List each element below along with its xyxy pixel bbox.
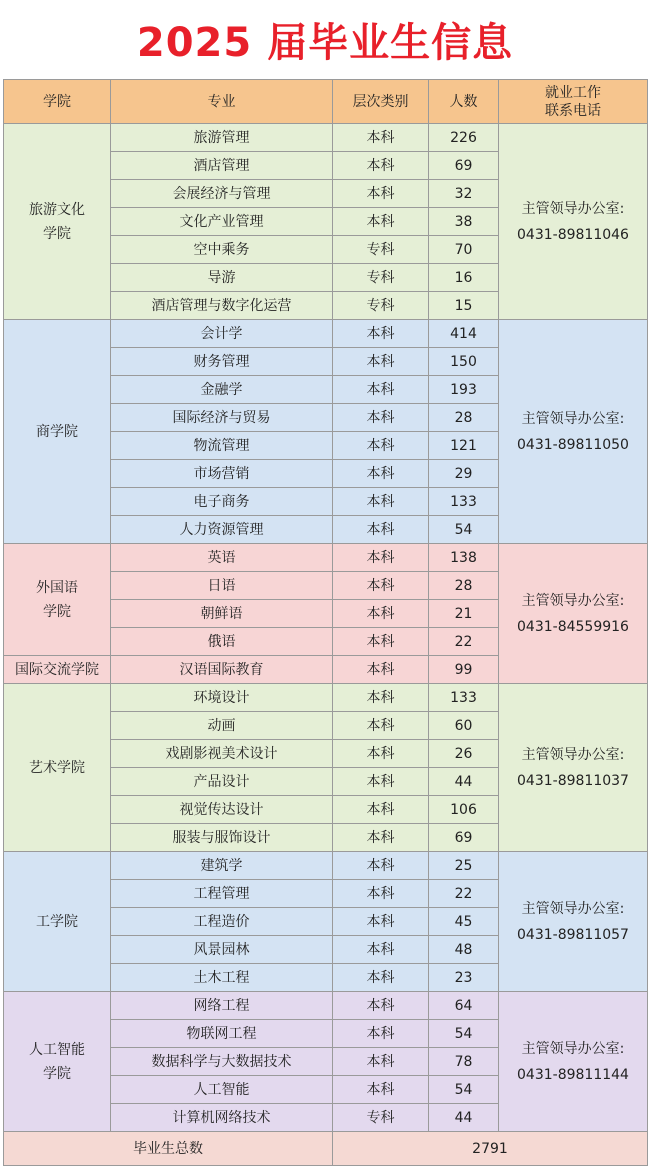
major-cell: 建筑学 [111,852,333,880]
level-cell: 本科 [333,348,429,376]
major-cell: 数据科学与大数据技术 [111,1048,333,1076]
major-cell: 金融学 [111,376,333,404]
count-cell: 21 [429,600,499,628]
level-cell: 本科 [333,712,429,740]
college-cell: 国际交流学院 [4,656,111,684]
count-cell: 54 [429,1020,499,1048]
level-cell: 专科 [333,1104,429,1132]
contact-cell: 主管领导办公室: 0431-89811046 [499,124,648,320]
contact-cell: 主管领导办公室: 0431-89811057 [499,852,648,992]
count-cell: 78 [429,1048,499,1076]
level-cell: 本科 [333,208,429,236]
major-cell: 酒店管理 [111,152,333,180]
table-row [4,684,648,712]
table-row [4,992,648,1020]
count-cell: 106 [429,796,499,824]
major-cell: 服装与服饰设计 [111,824,333,852]
count-cell: 226 [429,124,499,152]
level-cell: 本科 [333,796,429,824]
major-cell: 产品设计 [111,768,333,796]
count-cell: 28 [429,572,499,600]
college-cell: 外国语 学院 [4,544,111,656]
major-cell: 环境设计 [111,684,333,712]
count-cell: 60 [429,712,499,740]
major-cell: 视觉传达设计 [111,796,333,824]
major-cell: 人工智能 [111,1076,333,1104]
count-cell: 69 [429,824,499,852]
count-cell: 64 [429,992,499,1020]
page-title: 2025 届毕业生信息 [136,19,514,66]
major-cell: 网络工程 [111,992,333,1020]
count-cell: 44 [429,768,499,796]
level-cell: 本科 [333,152,429,180]
count-cell: 22 [429,880,499,908]
level-cell: 本科 [333,964,429,992]
contact-cell: 主管领导办公室: 0431-84559916 [499,544,648,684]
header-major: 专业 [111,80,333,124]
level-cell: 本科 [333,516,429,544]
level-cell: 本科 [333,936,429,964]
major-cell: 动画 [111,712,333,740]
major-cell: 旅游管理 [111,124,333,152]
count-cell: 28 [429,404,499,432]
major-cell: 俄语 [111,628,333,656]
contact-cell: 主管领导办公室: 0431-89811144 [499,992,648,1132]
level-cell: 本科 [333,320,429,348]
count-cell: 414 [429,320,499,348]
count-cell: 32 [429,180,499,208]
count-cell: 193 [429,376,499,404]
count-cell: 22 [429,628,499,656]
level-cell: 本科 [333,656,429,684]
contact-cell: 主管领导办公室: 0431-89811050 [499,320,648,544]
level-cell: 本科 [333,880,429,908]
count-cell: 44 [429,1104,499,1132]
level-cell: 本科 [333,1020,429,1048]
major-cell: 英语 [111,544,333,572]
count-cell: 16 [429,264,499,292]
count-cell: 38 [429,208,499,236]
level-cell: 本科 [333,852,429,880]
count-cell: 29 [429,460,499,488]
level-cell: 本科 [333,180,429,208]
header-college: 学院 [4,80,111,124]
count-cell: 23 [429,964,499,992]
level-cell: 本科 [333,992,429,1020]
major-cell: 戏剧影视美术设计 [111,740,333,768]
count-cell: 99 [429,656,499,684]
level-cell: 专科 [333,292,429,320]
header-count: 人数 [429,80,499,124]
level-cell: 专科 [333,236,429,264]
count-cell: 121 [429,432,499,460]
graduate-info-table [3,79,648,1166]
level-cell: 本科 [333,1048,429,1076]
count-cell: 54 [429,1076,499,1104]
major-cell: 国际经济与贸易 [111,404,333,432]
table-row [4,124,648,152]
major-cell: 物联网工程 [111,1020,333,1048]
major-cell: 市场营销 [111,460,333,488]
level-cell: 本科 [333,460,429,488]
level-cell: 本科 [333,376,429,404]
table-row [4,320,648,348]
major-cell: 电子商务 [111,488,333,516]
count-cell: 133 [429,488,499,516]
level-cell: 本科 [333,544,429,572]
major-cell: 工程管理 [111,880,333,908]
table-header-row [4,80,648,124]
major-cell: 会展经济与管理 [111,180,333,208]
major-cell: 朝鲜语 [111,600,333,628]
major-cell: 人力资源管理 [111,516,333,544]
major-cell: 酒店管理与数字化运营 [111,292,333,320]
level-cell: 本科 [333,404,429,432]
level-cell: 本科 [333,1076,429,1104]
level-cell: 本科 [333,572,429,600]
count-cell: 25 [429,852,499,880]
level-cell: 本科 [333,908,429,936]
level-cell: 本科 [333,600,429,628]
total-value: 2791 [333,1132,648,1166]
level-cell: 本科 [333,684,429,712]
table-row [4,852,648,880]
level-cell: 专科 [333,264,429,292]
count-cell: 26 [429,740,499,768]
header-level: 层次类别 [333,80,429,124]
major-cell: 导游 [111,264,333,292]
college-cell: 艺术学院 [4,684,111,852]
major-cell: 土木工程 [111,964,333,992]
level-cell: 本科 [333,628,429,656]
count-cell: 133 [429,684,499,712]
major-cell: 空中乘务 [111,236,333,264]
count-cell: 69 [429,152,499,180]
level-cell: 本科 [333,432,429,460]
count-cell: 150 [429,348,499,376]
college-cell: 人工智能 学院 [4,992,111,1132]
count-cell: 48 [429,936,499,964]
count-cell: 15 [429,292,499,320]
college-cell: 工学院 [4,852,111,992]
major-cell: 汉语国际教育 [111,656,333,684]
level-cell: 本科 [333,124,429,152]
level-cell: 本科 [333,740,429,768]
count-cell: 45 [429,908,499,936]
total-label: 毕业生总数 [4,1132,333,1166]
major-cell: 文化产业管理 [111,208,333,236]
count-cell: 70 [429,236,499,264]
major-cell: 日语 [111,572,333,600]
college-cell: 旅游文化 学院 [4,124,111,320]
level-cell: 本科 [333,768,429,796]
major-cell: 财务管理 [111,348,333,376]
major-cell: 工程造价 [111,908,333,936]
major-cell: 会计学 [111,320,333,348]
level-cell: 本科 [333,824,429,852]
count-cell: 54 [429,516,499,544]
college-cell: 商学院 [4,320,111,544]
major-cell: 计算机网络技术 [111,1104,333,1132]
table-row [4,544,648,572]
count-cell: 138 [429,544,499,572]
header-contact: 就业工作 联系电话 [499,80,648,124]
major-cell: 物流管理 [111,432,333,460]
contact-cell: 主管领导办公室: 0431-89811037 [499,684,648,852]
level-cell: 本科 [333,488,429,516]
total-row [4,1132,648,1166]
major-cell: 风景园林 [111,936,333,964]
